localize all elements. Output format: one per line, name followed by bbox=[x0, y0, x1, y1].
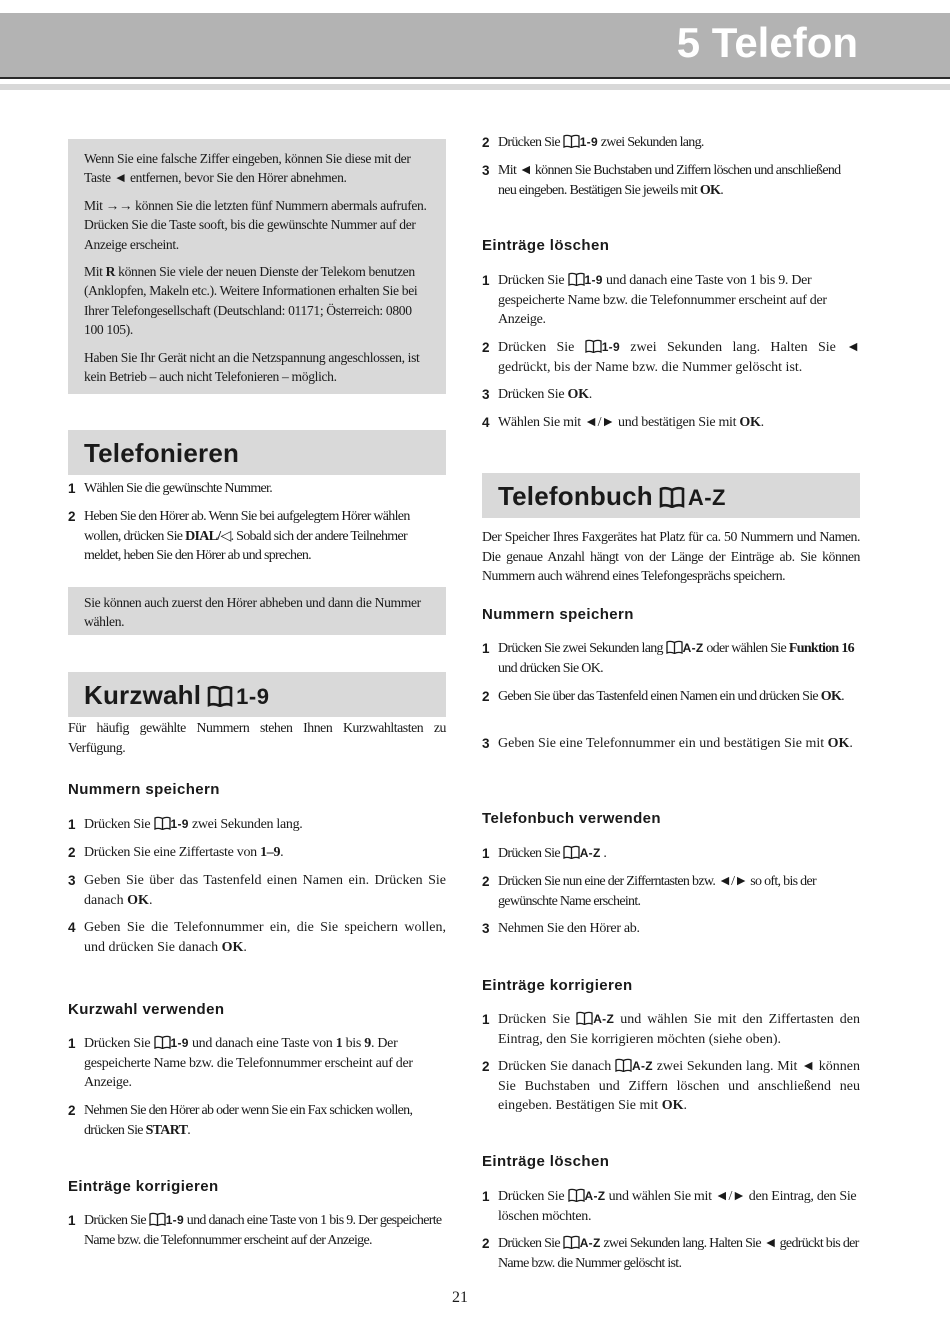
text: Mit ◄ können Sie Buchstaben und Ziffern löschen und anschließend neu eingeben. Bestätigen Sie jeweils mit bbox=[498, 163, 841, 198]
note-paragraph: Sie können auch zuerst den Hörer abheben und dann die Nummer wählen. bbox=[84, 595, 421, 630]
step-text bbox=[498, 413, 860, 433]
step-number: 2 bbox=[68, 845, 76, 860]
step-text bbox=[498, 687, 860, 707]
text: Geben Sie über das Tastenfeld einen Namen ein. Drücken Sie danach bbox=[84, 873, 446, 908]
step-number: 2 bbox=[482, 689, 490, 704]
step-number: 2 bbox=[482, 874, 490, 889]
step-number: 3 bbox=[482, 163, 490, 178]
icon-label: 1-9 bbox=[601, 340, 620, 354]
header-rule bbox=[0, 77, 950, 79]
step-text bbox=[84, 815, 446, 835]
subheading: Einträge korrigieren bbox=[68, 1178, 219, 1195]
step-number: 1 bbox=[68, 481, 76, 496]
step-text: Wählen Sie die gewünschte Nummer. bbox=[84, 481, 273, 496]
text: Drücken Sie eine Ziffertaste von bbox=[84, 845, 261, 860]
text: zwei Sekunden lang. bbox=[191, 817, 303, 832]
text: und wählen Sie mit ◄/► den Eintrag, den Sie löschen möchten. bbox=[498, 1189, 857, 1224]
step-number: 1 bbox=[482, 1012, 490, 1027]
list-item bbox=[482, 271, 860, 330]
note-box-telefonieren bbox=[68, 587, 446, 635]
list-item bbox=[68, 1101, 446, 1140]
text: . bbox=[280, 845, 284, 860]
step-text bbox=[498, 639, 860, 678]
subheading: Einträge korrigieren bbox=[482, 977, 633, 994]
section-header-telefonbuch bbox=[482, 473, 860, 518]
step-number: 1 bbox=[68, 817, 76, 832]
icon-label: 1-9 bbox=[165, 1213, 184, 1227]
step-number: 1 bbox=[68, 1213, 76, 1228]
text: . bbox=[148, 892, 153, 908]
icon-label: A-Z bbox=[593, 1012, 615, 1026]
book-icon bbox=[585, 339, 602, 353]
step-number: 2 bbox=[68, 1103, 76, 1118]
icon-label: A-Z bbox=[579, 1236, 601, 1250]
subheading: Nummern speichern bbox=[482, 606, 634, 623]
text: Geben Sie eine Telefonnummer ein und bestätigen Sie mit bbox=[498, 736, 828, 751]
text: . bbox=[760, 415, 764, 430]
step-number: 1 bbox=[482, 273, 490, 288]
text: Drücken Sie danach bbox=[498, 1059, 612, 1074]
section-title: Telefonieren bbox=[84, 438, 240, 468]
icon-label: 1-9 bbox=[584, 273, 603, 287]
text: . bbox=[603, 846, 607, 861]
text: Drücken Sie bbox=[498, 340, 575, 355]
text: und drücken Sie OK. bbox=[498, 660, 603, 676]
step-text bbox=[84, 871, 446, 910]
book-icon bbox=[563, 1235, 580, 1249]
text: Drücken Sie bbox=[498, 387, 568, 402]
section-title bbox=[498, 481, 726, 513]
list-item bbox=[68, 843, 446, 863]
text: Geben Sie die Telefonnummer ein, die Sie speichern wollen, und drücken Sie danach bbox=[84, 920, 446, 955]
step-number: 3 bbox=[482, 387, 490, 402]
step-text: Nehmen Sie den Hörer ab. bbox=[498, 921, 640, 936]
subheading: Nummern speichern bbox=[68, 781, 220, 798]
key-name: DIAL/◁ bbox=[185, 528, 231, 544]
subheading: Einträge löschen bbox=[482, 237, 610, 254]
note-paragraph: Wenn Sie eine falsche Ziffer eingeben, können Sie diese mit der Taste ◄ entfernen, bevor Sie den Hörer abnehmen. bbox=[84, 151, 411, 186]
step-number: 4 bbox=[482, 415, 490, 430]
book-icon bbox=[615, 1058, 632, 1072]
section-header-kurzwahl bbox=[68, 672, 446, 717]
text: . bbox=[841, 689, 844, 704]
book-icon bbox=[149, 1212, 166, 1226]
text: . bbox=[588, 387, 592, 402]
list-item bbox=[68, 507, 446, 566]
book-icon bbox=[659, 486, 685, 508]
step-number: 3 bbox=[68, 873, 76, 888]
step-number: 1 bbox=[482, 1189, 490, 1204]
icon-label: 1-9 bbox=[170, 817, 189, 831]
subheading: Einträge löschen bbox=[482, 1153, 610, 1170]
step-number: 1 bbox=[68, 1036, 76, 1051]
list-item bbox=[68, 479, 446, 499]
text: Drücken Sie bbox=[498, 846, 560, 861]
list-item bbox=[482, 844, 860, 864]
key-name: OK bbox=[567, 387, 589, 402]
section-title bbox=[84, 680, 269, 712]
text: . bbox=[720, 182, 724, 198]
text: Drücken Sie bbox=[84, 817, 151, 832]
step-number: 2 bbox=[482, 1236, 490, 1251]
text: Drücken Sie bbox=[498, 135, 560, 150]
list-item bbox=[482, 1057, 860, 1116]
list-item bbox=[68, 815, 446, 835]
step-number: 1 bbox=[482, 641, 490, 656]
key-name: OK bbox=[221, 939, 244, 955]
book-icon bbox=[563, 134, 580, 148]
text: Drücken Sie bbox=[84, 1213, 146, 1228]
step-text bbox=[498, 338, 860, 377]
list-item bbox=[482, 919, 860, 939]
icon-label: 1-9 bbox=[236, 684, 270, 709]
header-shadow-rule bbox=[0, 84, 950, 90]
icon-label: A-Z bbox=[584, 1189, 606, 1203]
subheading: Kurzwahl verwenden bbox=[68, 1001, 225, 1018]
list-item bbox=[482, 413, 860, 433]
step-text bbox=[498, 385, 860, 405]
text: Drücken Sie bbox=[498, 273, 565, 288]
text: können Sie viele der neuen Dienste der Telekom benutzen (Anklopfen, Makeln etc.). Weitere Informationen erhalten Sie bei Ihrer Telefongesellschaft (Deutschland: 01171; Österreich: 0800 100 105). bbox=[84, 264, 418, 338]
title-text: Kurzwahl bbox=[84, 680, 202, 710]
book-icon bbox=[568, 1188, 585, 1202]
step-text bbox=[498, 1010, 860, 1049]
intro-paragraph: Für häufig gewählte Nummern stehen Ihnen Kurzwahltasten zu Verfügung. bbox=[68, 720, 446, 755]
page-number: 21 bbox=[452, 1289, 468, 1306]
list-item bbox=[482, 385, 860, 405]
step-text: Drücken Sie nun eine der Zifferntasten bzw. ◄/► so oft, bis der gewünschte Name erscheint. bbox=[498, 874, 816, 909]
list-item bbox=[482, 133, 860, 153]
list-item bbox=[68, 871, 446, 910]
step-number: 2 bbox=[68, 509, 76, 524]
step-number: 2 bbox=[482, 340, 490, 355]
step-number: 2 bbox=[482, 135, 490, 150]
icon-label: A-Z bbox=[579, 846, 601, 860]
book-icon bbox=[154, 1035, 171, 1049]
list-item bbox=[68, 918, 446, 957]
key-name: Funktion 16 bbox=[788, 641, 854, 656]
book-icon bbox=[568, 272, 585, 286]
key-name: OK bbox=[739, 415, 761, 430]
text: und wählen Sie mit den Ziffertasten den Eintrag, den Sie korrigieren möchten (siehe oben). bbox=[498, 1012, 860, 1047]
step-text bbox=[84, 507, 446, 566]
text: Wählen Sie mit ◄/► und bestätigen Sie mit bbox=[498, 415, 740, 430]
step-text bbox=[84, 1101, 446, 1140]
text: . bbox=[243, 939, 247, 955]
step-text bbox=[498, 133, 860, 153]
icon-label: A-Z bbox=[682, 641, 704, 655]
note-box-top bbox=[68, 139, 446, 394]
text: . Sobald sich der andere Teilnehmer meldet, heben Sie den Hörer ab und sprechen. bbox=[84, 528, 407, 563]
key-name: 1 bbox=[335, 1036, 343, 1051]
step-number: 1 bbox=[482, 846, 490, 861]
book-icon bbox=[666, 640, 683, 654]
key-name: OK bbox=[699, 182, 721, 198]
note-paragraph: Mit →→ können Sie die letzten fünf Nummern abermals aufrufen. Drücken Sie die Taste sooft, bis die gewünschte Nummer auf der Anzeige erscheint. bbox=[84, 197, 427, 252]
step-text bbox=[84, 918, 446, 957]
key-name: OK bbox=[827, 736, 850, 751]
text: Drücken Sie bbox=[498, 1189, 565, 1204]
key-name: OK bbox=[661, 1098, 684, 1113]
icon-label: 1-9 bbox=[170, 1036, 189, 1050]
text: und danach eine Taste von bbox=[191, 1036, 336, 1051]
book-icon bbox=[207, 685, 233, 707]
text: . bbox=[683, 1098, 687, 1113]
step-text bbox=[84, 843, 446, 863]
step-text bbox=[498, 271, 860, 330]
chapter-title: 5 Telefon bbox=[676, 19, 858, 66]
text: Nehmen Sie den Hörer ab oder wenn Sie ein Fax schicken wollen, drücken Sie bbox=[84, 1103, 413, 1138]
list-item bbox=[482, 734, 860, 754]
text: und danach eine Taste von 1 bis 9. Der gespeicherte Name bzw. die Telefonnummer erscheint auf der Anzeige. bbox=[498, 273, 827, 327]
list-item bbox=[68, 1034, 446, 1093]
key-name: R bbox=[105, 264, 116, 280]
text: Drücken Sie bbox=[498, 1012, 571, 1027]
key-name: 9 bbox=[364, 1036, 371, 1051]
key-name: 1–9 bbox=[260, 845, 281, 860]
list-item bbox=[482, 1010, 860, 1049]
text: zwei Sekunden lang. Halten Sie ◄ gedrückt bis der Name bzw. die Nummer gelöscht ist. bbox=[498, 1236, 859, 1271]
text: Mit bbox=[84, 264, 106, 280]
text: zwei Sekunden lang. Mit ◄ können Sie Buchstaben und Ziffern löschen und anschließend neu eingeben. Bestätigen Sie mit bbox=[498, 1059, 861, 1113]
text: zwei Sekunden lang. bbox=[600, 135, 704, 150]
list-item bbox=[482, 1234, 860, 1273]
book-icon bbox=[563, 845, 580, 859]
icon-label: A-Z bbox=[687, 485, 726, 510]
title-text: Telefonbuch bbox=[498, 481, 653, 511]
step-text bbox=[84, 1211, 446, 1250]
text: Geben Sie über das Tastenfeld einen Namen ein und drücken Sie bbox=[498, 689, 821, 704]
list-item bbox=[482, 872, 860, 911]
step-text bbox=[498, 844, 860, 864]
key-name: OK bbox=[127, 892, 149, 908]
step-number: 3 bbox=[482, 921, 490, 936]
text: oder wählen Sie bbox=[706, 641, 789, 656]
text: Drücken Sie bbox=[498, 1236, 560, 1251]
subheading: Telefonbuch verwenden bbox=[482, 810, 661, 827]
book-icon bbox=[154, 816, 171, 830]
step-text bbox=[498, 1057, 860, 1116]
icon-label: 1-9 bbox=[579, 135, 598, 149]
list-item bbox=[482, 639, 860, 678]
book-icon bbox=[576, 1011, 593, 1025]
step-text bbox=[498, 734, 860, 754]
text: und danach eine Taste von 1 bis 9. Der gespeicherte Name bzw. die Telefonnummer erscheint auf der Anzeige. bbox=[84, 1213, 442, 1248]
list-item bbox=[482, 687, 860, 707]
text: Drücken Sie zwei Sekunden lang bbox=[498, 641, 663, 656]
list-item bbox=[482, 161, 860, 200]
list-item bbox=[482, 1187, 860, 1226]
section-header-telefonieren bbox=[68, 430, 446, 475]
text: Drücken Sie bbox=[84, 1036, 151, 1051]
step-text bbox=[84, 1034, 446, 1093]
text: . Der gespeicherte Name bzw. die Telefonnummer erscheint auf der Anzeige. bbox=[84, 1036, 413, 1090]
step-text bbox=[498, 1187, 860, 1226]
note-paragraph: Haben Sie Ihr Gerät nicht an die Netzspannung angeschlossen, ist kein Betrieb – auch nicht Telefonieren – möglich. bbox=[84, 349, 420, 385]
text: Heben Sie den Hörer ab. Wenn Sie bei aufgelegtem Hörer wählen wollen, drücken Sie bbox=[84, 509, 410, 544]
step-number: 2 bbox=[482, 1059, 490, 1074]
key-name: OK bbox=[820, 689, 842, 704]
text: zwei Sekunden lang. Halten Sie ◄ gedrückt, bis der Name bzw. die Nummer gelöscht ist. bbox=[498, 340, 861, 375]
key-name: START bbox=[145, 1122, 188, 1138]
step-text bbox=[498, 1234, 860, 1273]
list-item bbox=[482, 338, 860, 377]
step-number: 3 bbox=[482, 736, 490, 751]
step-text bbox=[498, 161, 860, 200]
list-item bbox=[68, 1211, 446, 1250]
intro-paragraph: Der Speicher Ihres Faxgerätes hat Platz für ca. 50 Nummern und Namen. Die genaue Anzahl hängt von der Länge der Einträge ab. Sie können Nummern auch während eines Telefongesprächs speichern. bbox=[482, 529, 860, 583]
text: . bbox=[187, 1122, 191, 1138]
text: bis bbox=[342, 1036, 365, 1051]
text: . bbox=[849, 736, 853, 751]
note-paragraph bbox=[84, 262, 432, 340]
icon-label: A-Z bbox=[632, 1059, 653, 1073]
step-number: 4 bbox=[68, 920, 76, 935]
